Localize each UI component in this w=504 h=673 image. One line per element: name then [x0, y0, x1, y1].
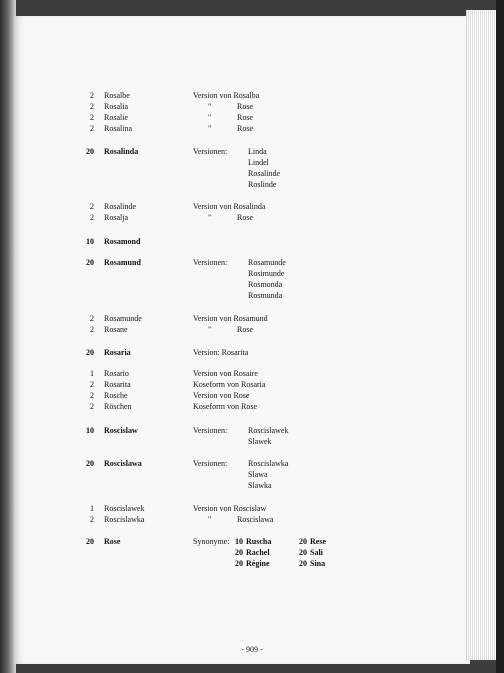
entry-name: Rosario	[104, 369, 129, 378]
info-text: Synonyme:	[193, 537, 230, 546]
info-text: Version von Roscislaw	[193, 504, 267, 513]
entry-name: Rosalia	[104, 102, 128, 111]
entry-count: 10	[86, 426, 94, 435]
entry-count: 20	[86, 537, 94, 546]
synonym-count: 20	[235, 548, 243, 557]
entry-count: 2	[90, 391, 94, 400]
entry-name: Rosaria	[104, 348, 131, 357]
page-edges	[466, 10, 497, 660]
entry-count: 2	[90, 325, 94, 334]
entry-name: Rosalie	[104, 113, 128, 122]
info-value: Roslinde	[248, 180, 277, 189]
synonym-name: Sina	[310, 559, 326, 568]
info-value: Roscislawek	[248, 426, 289, 435]
info-text: Version von Rosalba	[193, 91, 260, 100]
synonym-name: Ruscha	[246, 537, 272, 546]
info-text: Version von Rosamund	[193, 314, 268, 323]
entry-count: 2	[90, 402, 94, 411]
synonym-count: 20	[299, 559, 307, 568]
entry-name: Rosalbe	[104, 91, 130, 100]
info-text: "	[208, 113, 212, 122]
info-value: Slawa	[248, 470, 268, 479]
synonym-count: 20	[299, 537, 307, 546]
synonym-count: 10	[235, 537, 243, 546]
entry-name: Roscislaw	[104, 426, 138, 435]
entry-count: 2	[90, 314, 94, 323]
info-value: Lindel	[248, 158, 269, 167]
book-cover-edge	[496, 0, 504, 673]
entry-name: Rosalinde	[104, 202, 136, 211]
synonym-name: Régine	[246, 559, 270, 568]
info-value: Rosimunde	[248, 269, 285, 278]
info-value: Slawek	[248, 437, 272, 446]
entry-count: 20	[86, 147, 94, 156]
entry-name: Rosamund	[104, 258, 141, 267]
info-value: Roscislawka	[248, 459, 289, 468]
info-value: Rose	[237, 102, 253, 111]
entry-name: Rosalja	[104, 213, 128, 222]
info-text: "	[208, 124, 212, 133]
entry-count: 2	[90, 91, 94, 100]
entry-name: Roscislawka	[104, 515, 145, 524]
info-value: Slawka	[248, 481, 272, 490]
entry-name: Roscislawek	[104, 504, 145, 513]
entry-count: 20	[86, 459, 94, 468]
entry-name: Rosalinda	[104, 147, 139, 156]
entry-name: Roscislawa	[104, 459, 142, 468]
info-text: Koseform von Rosaria	[193, 380, 266, 389]
entry-name: Rosamond	[104, 237, 141, 246]
entry-count: 20	[86, 348, 94, 357]
info-text: Version von Rosaire	[193, 369, 258, 378]
info-text: Version von Rosalinda	[193, 202, 266, 211]
info-value: Rosalinde	[248, 169, 280, 178]
entry-count: 10	[86, 237, 94, 246]
entry-name: Rosane	[104, 325, 128, 334]
info-text: "	[208, 213, 212, 222]
entry-name: Röschen	[104, 402, 132, 411]
info-text: Versionen:	[193, 258, 228, 267]
info-text: Versionen:	[193, 459, 228, 468]
entry-count: 1	[90, 504, 94, 513]
entry-count: 20	[86, 258, 94, 267]
entry-name: Rosche	[104, 391, 128, 400]
info-value: Rosamunde	[248, 258, 286, 267]
entry-count: 2	[90, 124, 94, 133]
entry-count: 1	[90, 369, 94, 378]
entry-count: 2	[90, 113, 94, 122]
entry-count: 2	[90, 202, 94, 211]
entry-name: Rosarita	[104, 380, 131, 389]
entry-count: 2	[90, 102, 94, 111]
info-value: Rose	[237, 113, 253, 122]
info-value: Roscislawa	[237, 515, 274, 524]
synonym-name: Rachel	[246, 548, 270, 557]
entry-name: Rose	[104, 537, 121, 546]
synonym-count: 20	[235, 559, 243, 568]
info-text: Versionen:	[193, 147, 228, 156]
entry-name: Rosamunde	[104, 314, 142, 323]
page-number: - 909 -	[241, 645, 263, 654]
info-value: Rose	[237, 325, 253, 334]
info-text: "	[208, 325, 212, 334]
info-value: Rose	[237, 124, 253, 133]
info-text: Version: Rosarita	[193, 348, 249, 357]
synonym-name: Sali	[310, 548, 323, 557]
entry-count: 2	[90, 213, 94, 222]
info-text: Versionen:	[193, 426, 228, 435]
entry-count: 2	[90, 515, 94, 524]
entry-name: Rosalina	[104, 124, 132, 133]
info-value: Rosmonda	[248, 280, 283, 289]
entry-count: 2	[90, 380, 94, 389]
info-text: "	[208, 102, 212, 111]
info-text: "	[208, 515, 212, 524]
synonym-count: 20	[299, 548, 307, 557]
info-text: Koseform von Rose	[193, 402, 257, 411]
info-value: Rosmunda	[248, 291, 283, 300]
info-value: Rose	[237, 213, 253, 222]
info-text: Version von Rose	[193, 391, 250, 400]
synonym-name: Rese	[310, 537, 326, 546]
info-value: Linda	[248, 147, 267, 156]
